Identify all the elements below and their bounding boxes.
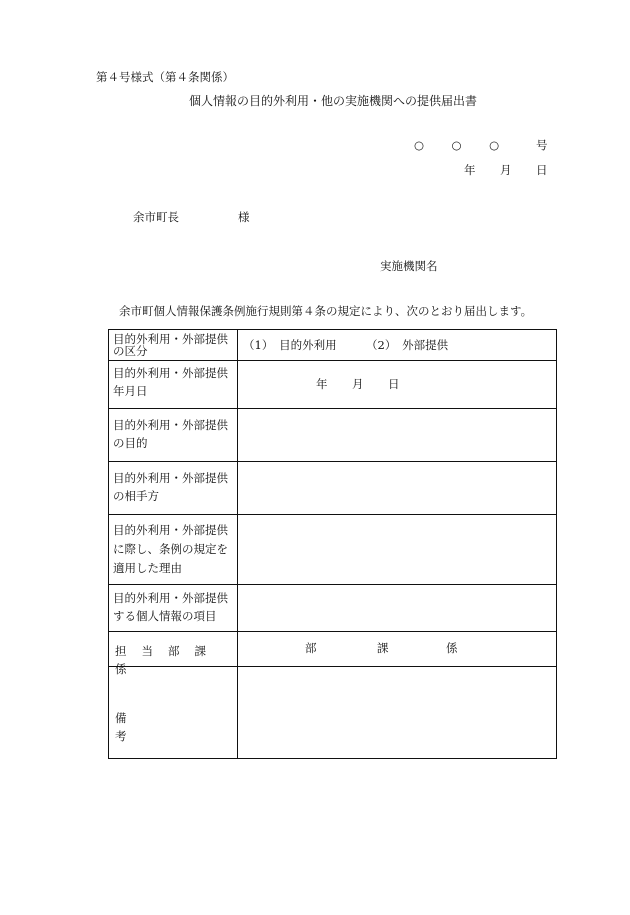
value-remarks[interactable] [238, 667, 556, 758]
dept-ka: 課 [377, 641, 389, 655]
dept-bu: 部 [305, 641, 317, 655]
value-items[interactable] [238, 585, 556, 631]
value-date[interactable] [238, 361, 556, 408]
label-reason: 目的外利用・外部提供に際し、条例の規定を適用した理由 [109, 515, 238, 584]
addressee: 余市町長 [133, 210, 179, 224]
row-items [109, 584, 556, 631]
value-category[interactable] [238, 330, 556, 360]
option-internal-use[interactable]: （1） 目的外利用 [243, 338, 337, 352]
value-recipient[interactable] [238, 462, 556, 514]
row-department [109, 631, 556, 676]
row-recipient [109, 461, 556, 514]
date-month-label: 月 [500, 163, 512, 177]
form-date-month: 月 [352, 377, 364, 391]
label-recipient: 目的外利用・外部提供の相手方 [109, 462, 238, 514]
row-purpose [109, 408, 556, 461]
row-date [109, 360, 556, 408]
agency-name-label: 実施機関名 [380, 259, 438, 273]
intro-text: 余市町個人情報保護条例施行規則第４条の規定により、次のとおり届出します。 [119, 304, 533, 318]
date-day-label: 日 [536, 163, 548, 177]
form-date-year: 年 [316, 377, 328, 391]
addressee-honorific: 様 [238, 210, 250, 224]
option-external-provision[interactable]: （2） 外部提供 [366, 338, 449, 352]
dept-kakari: 係 [446, 641, 458, 655]
label-purpose: 目的外利用・外部提供の目的 [109, 409, 238, 461]
label-items: 目的外利用・外部提供する個人情報の項目 [109, 585, 238, 631]
row-reason [109, 514, 556, 584]
row-remarks [109, 666, 556, 758]
form-date-day: 日 [388, 377, 400, 391]
form-number: 第４号様式（第４条関係） [96, 70, 234, 84]
label-date: 目的外利用・外部提供年月日 [109, 361, 238, 408]
value-purpose[interactable] [238, 409, 556, 461]
date-year-label: 年 [464, 163, 476, 177]
row-category [109, 330, 556, 360]
document-number-suffix: 号 [536, 138, 548, 152]
label-department: 担当部課係 [109, 632, 238, 666]
value-reason[interactable] [238, 515, 556, 584]
notification-form-table [108, 329, 557, 759]
value-department[interactable] [238, 632, 556, 666]
document-title: 個人情報の目的外利用・他の実施機関への提供届出書 [189, 94, 478, 108]
label-category: 目的外利用・外部提供の区分 [109, 330, 238, 360]
label-remarks: 備考 [109, 667, 238, 758]
document-number-placeholder: ○ ○ ○ [414, 138, 508, 152]
